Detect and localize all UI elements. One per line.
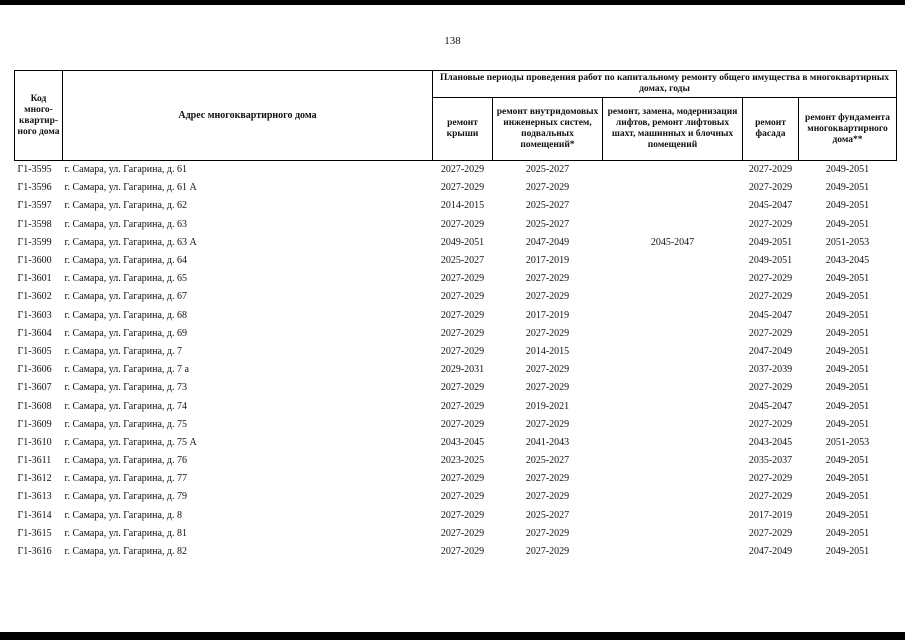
- cell-foundation: 2049-2051: [825, 309, 870, 321]
- cell-foundation: 2049-2051: [825, 182, 870, 194]
- cell-engineering: 2025-2027: [525, 455, 570, 467]
- cell-lifts: [603, 361, 743, 379]
- cell-address: г. Самара, ул. Гагарина, д. 82: [64, 546, 188, 558]
- header-facade: ремонт фасада: [743, 98, 799, 161]
- table-row: [15, 434, 897, 452]
- cell-lifts: [603, 307, 743, 325]
- table-row: [15, 379, 897, 397]
- table-row: [15, 161, 897, 180]
- cell-address: г. Самара, ул. Гагарина, д. 8: [64, 509, 183, 521]
- header-code: Код много-квартир-ного дома: [15, 71, 63, 161]
- cell-facade: 2045-2047: [748, 309, 793, 321]
- cell-roof: 2027-2029: [440, 527, 485, 539]
- cell-engineering: 2025-2027: [493, 161, 603, 180]
- cell-engineering: 2027-2029: [525, 491, 570, 503]
- cell-facade: 2027-2029: [748, 273, 793, 285]
- table-row: [15, 361, 897, 379]
- cell-engineering: 2027-2029: [525, 291, 570, 303]
- cell-engineering: 2027-2029: [525, 418, 570, 430]
- cell-foundation: 2049-2051: [825, 200, 870, 212]
- cell-code: Г1-3611: [17, 455, 52, 467]
- cell-lifts: [603, 379, 743, 397]
- cell-engineering: 2025-2027: [525, 200, 570, 212]
- cell-roof: 2027-2029: [440, 473, 485, 485]
- cell-code: Г1-3606: [17, 364, 52, 376]
- cell-lifts: 2045-2047: [650, 236, 695, 248]
- cell-code: Г1-3607: [17, 382, 52, 394]
- cell-facade: 2035-2037: [748, 455, 793, 467]
- cell-lifts: [603, 525, 743, 543]
- cell-engineering: 2027-2029: [525, 382, 570, 394]
- table-row: [15, 252, 897, 270]
- cell-roof: 2027-2029: [440, 327, 485, 339]
- cell-engineering: 2027-2029: [525, 546, 570, 558]
- header-roof: ремонт крыши: [433, 98, 493, 161]
- table-row: [15, 543, 897, 561]
- cell-code: Г1-3604: [17, 327, 52, 339]
- cell-lifts: [603, 397, 743, 415]
- table-row: [15, 234, 897, 252]
- cell-lifts: [603, 270, 743, 288]
- cell-facade: 2027-2029: [748, 418, 793, 430]
- cell-engineering: 2017-2019: [525, 255, 570, 267]
- cell-roof: 2043-2045: [440, 436, 485, 448]
- cell-address: г. Самара, ул. Гагарина, д. 76: [64, 455, 188, 467]
- cell-engineering: 2027-2029: [525, 473, 570, 485]
- cell-facade: 2043-2045: [748, 436, 793, 448]
- cell-roof: 2027-2029: [440, 491, 485, 503]
- cell-engineering: 2041-2043: [525, 436, 570, 448]
- table-row: [15, 288, 897, 306]
- cell-address: г. Самара, ул. Гагарина, д. 7 а: [64, 364, 189, 376]
- header-address: Адрес многоквартирного дома: [63, 71, 433, 161]
- header-periods: Плановые периоды проведения работ по капитальному ремонту общего имущества в многоквартирных домах, годы: [433, 71, 897, 98]
- cell-facade: 2017-2019: [748, 509, 793, 521]
- table-row: [15, 325, 897, 343]
- cell-lifts: [603, 216, 743, 234]
- cell-roof: 2027-2029: [440, 345, 485, 357]
- cell-foundation: 2049-2051: [825, 527, 870, 539]
- table-row: [15, 179, 897, 197]
- cell-roof: 2049-2051: [440, 236, 485, 248]
- table-row: [15, 197, 897, 215]
- cell-facade: 2049-2051: [748, 236, 793, 248]
- cell-roof: 2027-2029: [440, 418, 485, 430]
- table-row: [15, 470, 897, 488]
- cell-roof: 2027-2029: [433, 161, 493, 180]
- cell-code: Г1-3605: [17, 345, 52, 357]
- table-row: [15, 416, 897, 434]
- cell-address: г. Самара, ул. Гагарина, д. 65: [64, 273, 188, 285]
- table-row: [15, 507, 897, 525]
- cell-lifts: [603, 288, 743, 306]
- page-number: 138: [444, 35, 461, 47]
- cell-lifts: [603, 197, 743, 215]
- cell-foundation: 2049-2051: [825, 455, 870, 467]
- header-lifts: ремонт, замена, модернизация лифтов, ремонт лифтовых шахт, машинных и блочных помещений: [603, 98, 743, 161]
- cell-address: г. Самара, ул. Гагарина, д. 75: [64, 418, 188, 430]
- cell-address: г. Самара, ул. Гагарина, д. 81: [64, 527, 188, 539]
- bottom-border-bar: [0, 632, 905, 640]
- cell-engineering: 2027-2029: [525, 273, 570, 285]
- cell-foundation: 2049-2051: [825, 364, 870, 376]
- cell-engineering: 2025-2027: [525, 218, 570, 230]
- table-row: [15, 270, 897, 288]
- cell-roof: 2027-2029: [440, 509, 485, 521]
- cell-foundation: 2049-2051: [825, 382, 870, 394]
- cell-engineering: 2027-2029: [525, 364, 570, 376]
- cell-facade: 2027-2029: [748, 218, 793, 230]
- cell-address: г. Самара, ул. Гагарина, д. 74: [64, 400, 188, 412]
- cell-facade: 2047-2049: [748, 345, 793, 357]
- cell-roof: 2027-2029: [440, 218, 485, 230]
- cell-address: г. Самара, ул. Гагарина, д. 61: [63, 161, 433, 180]
- cell-facade: 2027-2029: [748, 182, 793, 194]
- cell-code: Г1-3614: [17, 509, 52, 521]
- cell-facade: 2027-2029: [748, 382, 793, 394]
- cell-code: Г1-3597: [17, 200, 52, 212]
- cell-foundation: 2049-2051: [825, 546, 870, 558]
- cell-foundation: 2049-2051: [825, 273, 870, 285]
- cell-foundation: 2049-2051: [825, 509, 870, 521]
- cell-foundation: 2049-2051: [799, 161, 897, 180]
- cell-facade: 2027-2029: [748, 527, 793, 539]
- cell-code: Г1-3600: [17, 255, 52, 267]
- cell-lifts: [603, 343, 743, 361]
- cell-facade: 2045-2047: [748, 400, 793, 412]
- cell-lifts: [603, 325, 743, 343]
- cell-code: Г1-3610: [17, 436, 52, 448]
- cell-engineering: 2025-2027: [525, 509, 570, 521]
- cell-code: Г1-3615: [17, 527, 52, 539]
- cell-foundation: 2049-2051: [825, 291, 870, 303]
- cell-address: г. Самара, ул. Гагарина, д. 64: [64, 255, 188, 267]
- cell-address: г. Самара, ул. Гагарина, д. 77: [64, 473, 188, 485]
- cell-foundation: 2049-2051: [825, 473, 870, 485]
- cell-address: г. Самара, ул. Гагарина, д. 75 А: [64, 436, 197, 448]
- cell-lifts: [603, 434, 743, 452]
- cell-code: Г1-3601: [17, 273, 52, 285]
- cell-foundation: 2049-2051: [825, 491, 870, 503]
- cell-engineering: 2014-2015: [525, 345, 570, 357]
- cell-lifts: [603, 179, 743, 197]
- cell-foundation: 2049-2051: [825, 327, 870, 339]
- cell-lifts: [603, 488, 743, 506]
- cell-engineering: 2027-2029: [525, 182, 570, 194]
- cell-engineering: 2019-2021: [525, 400, 570, 412]
- cell-address: г. Самара, ул. Гагарина, д. 61 А: [64, 182, 197, 194]
- cell-code: Г1-3616: [17, 546, 52, 558]
- cell-roof: 2014-2015: [440, 200, 485, 212]
- cell-roof: 2027-2029: [440, 400, 485, 412]
- cell-facade: 2037-2039: [748, 364, 793, 376]
- top-border-bar: [0, 0, 905, 5]
- cell-facade: 2027-2029: [748, 327, 793, 339]
- table-row: [15, 525, 897, 543]
- table-row: [15, 343, 897, 361]
- cell-lifts: [603, 252, 743, 270]
- cell-code: Г1-3602: [17, 291, 52, 303]
- cell-facade: 2047-2049: [748, 546, 793, 558]
- cell-engineering: 2047-2049: [525, 236, 570, 248]
- table-row: [15, 397, 897, 415]
- cell-roof: 2023-2025: [440, 455, 485, 467]
- cell-address: г. Самара, ул. Гагарина, д. 68: [64, 309, 188, 321]
- cell-lifts: [603, 416, 743, 434]
- cell-engineering: 2027-2029: [525, 527, 570, 539]
- cell-engineering: 2027-2029: [525, 327, 570, 339]
- cell-code: Г1-3595: [15, 161, 63, 180]
- table-header: [15, 71, 897, 161]
- cell-lifts: [603, 507, 743, 525]
- cell-facade: 2045-2047: [748, 200, 793, 212]
- cell-code: Г1-3599: [17, 236, 52, 248]
- cell-address: г. Самара, ул. Гагарина, д. 79: [64, 491, 188, 503]
- cell-foundation: 2049-2051: [825, 345, 870, 357]
- cell-foundation: 2051-2053: [825, 236, 870, 248]
- cell-code: Г1-3596: [17, 182, 52, 194]
- cell-facade: 2049-2051: [748, 255, 793, 267]
- cell-roof: 2029-2031: [440, 364, 485, 376]
- cell-foundation: 2049-2051: [825, 218, 870, 230]
- table-row: [15, 307, 897, 325]
- cell-roof: 2027-2029: [440, 382, 485, 394]
- cell-roof: 2027-2029: [440, 309, 485, 321]
- cell-facade: 2027-2029: [748, 491, 793, 503]
- cell-lifts: [603, 470, 743, 488]
- cell-code: Г1-3613: [17, 491, 52, 503]
- cell-lifts: [603, 543, 743, 561]
- cell-address: г. Самара, ул. Гагарина, д. 73: [64, 382, 188, 394]
- cell-foundation: 2049-2051: [825, 400, 870, 412]
- cell-facade: 2027-2029: [748, 291, 793, 303]
- table-row: [15, 488, 897, 506]
- cell-engineering: 2017-2019: [525, 309, 570, 321]
- cell-code: Г1-3608: [17, 400, 52, 412]
- cell-address: г. Самара, ул. Гагарина, д. 69: [64, 327, 188, 339]
- table-body: [15, 161, 897, 562]
- cell-roof: 2027-2029: [440, 546, 485, 558]
- cell-roof: 2025-2027: [440, 255, 485, 267]
- cell-foundation: 2049-2051: [825, 418, 870, 430]
- table-row: [15, 452, 897, 470]
- cell-facade: 2027-2029: [748, 473, 793, 485]
- capital-repair-table: [14, 70, 897, 561]
- cell-roof: 2027-2029: [440, 182, 485, 194]
- header-engineering: ремонт внутридомовых инженерных систем, подвальных помещений*: [493, 98, 603, 161]
- cell-foundation: 2051-2053: [825, 436, 870, 448]
- cell-foundation: 2043-2045: [825, 255, 870, 267]
- cell-address: г. Самара, ул. Гагарина, д. 63: [64, 218, 188, 230]
- cell-roof: 2027-2029: [440, 291, 485, 303]
- cell-code: Г1-3603: [17, 309, 52, 321]
- cell-code: Г1-3609: [17, 418, 52, 430]
- cell-address: г. Самара, ул. Гагарина, д. 67: [64, 291, 188, 303]
- cell-lifts: [603, 161, 743, 180]
- cell-address: г. Самара, ул. Гагарина, д. 63 А: [64, 236, 197, 248]
- header-foundation: ремонт фундамента многоквартирного дома**: [799, 98, 897, 161]
- cell-roof: 2027-2029: [440, 273, 485, 285]
- cell-address: г. Самара, ул. Гагарина, д. 7: [64, 345, 183, 357]
- cell-code: Г1-3612: [17, 473, 52, 485]
- table-row: [15, 216, 897, 234]
- cell-facade: 2027-2029: [743, 161, 799, 180]
- cell-address: г. Самара, ул. Гагарина, д. 62: [64, 200, 188, 212]
- cell-lifts: [603, 452, 743, 470]
- cell-code: Г1-3598: [17, 218, 52, 230]
